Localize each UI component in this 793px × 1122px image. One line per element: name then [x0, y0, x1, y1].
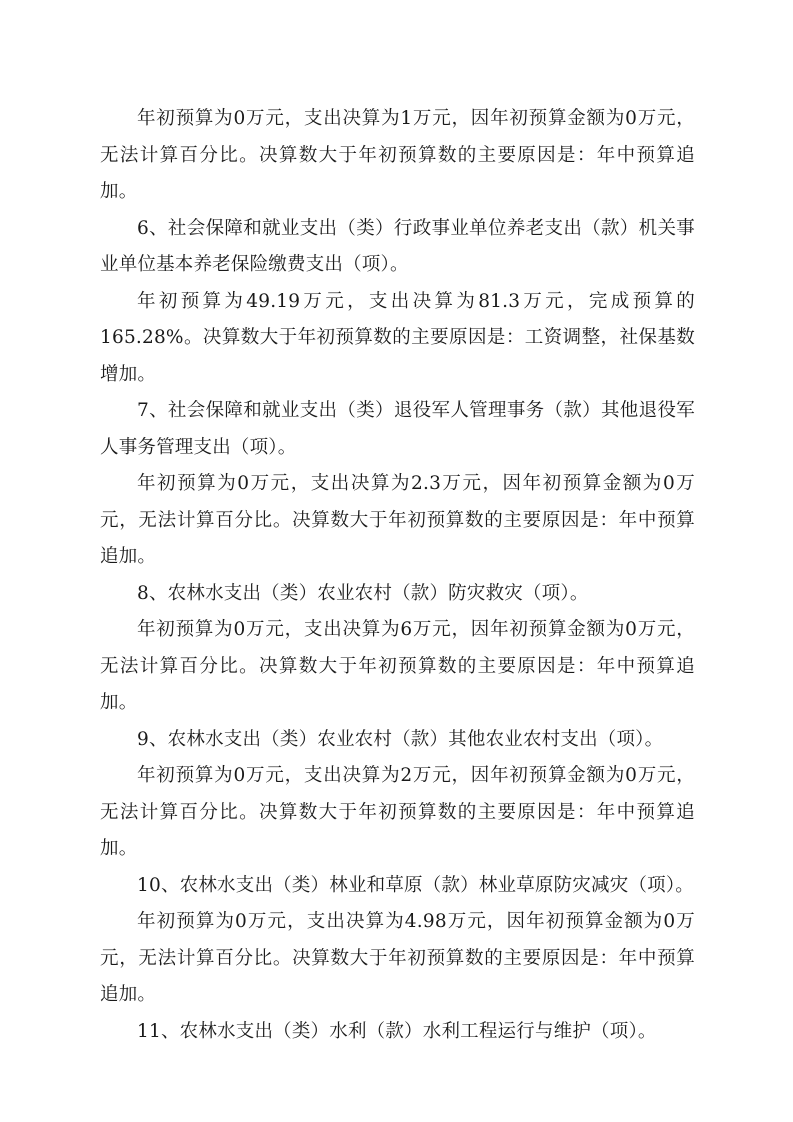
paragraph-item-10-detail: 年初预算为0万元，支出决算为4.98万元，因年初预算金额为0万元，无法计算百分比。决算数大于年初预算数的主要原因是：年中预算追加。 [100, 911, 695, 1005]
document-body [100, 101, 695, 1050]
paragraph-item-6-heading: 6、社会保障和就业支出（类）行政事业单位养老支出（款）机关事业单位基本养老保险缴费支出（项）。 [100, 217, 695, 275]
paragraph-item-9-detail: 年初预算为0万元，支出决算为2万元，因年初预算金额为0万元，无法计算百分比。决算数大于年初预算数的主要原因是：年中预算追加。 [100, 765, 695, 859]
paragraph-item-9-heading: 9、农林水支出（类）农业农村（款）其他农业农村支出（项）。 [137, 728, 664, 750]
paragraph-item-10-heading: 10、农林水支出（类）林业和草原（款）林业草原防灾减灾（项）。 [137, 874, 694, 896]
paragraph-item-8-heading: 8、农林水支出（类）农业农村（款）防灾救灾（项）。 [137, 582, 589, 604]
paragraph-item-11-heading: 11、农林水支出（类）水利（款）水利工程运行与维护（项）。 [137, 1020, 657, 1042]
paragraph-item-7-heading: 7、社会保障和就业支出（类）退役军人管理事务（款）其他退役军人事务管理支出（项）。 [100, 400, 695, 458]
paragraph-budget-note-1: 年初预算为0万元，支出决算为1万元，因年初预算金额为0万元，无法计算百分比。决算数大于年初预算数的主要原因是：年中预算追加。 [100, 108, 695, 202]
paragraph-item-6-detail: 年初预算为49.19万元，支出决算为81.3万元，完成预算的165.28%。决算数大于年初预算数的主要原因是：工资调整，社保基数增加。 [100, 290, 695, 385]
paragraph-item-7-detail: 年初预算为0万元，支出决算为2.3万元，因年初预算金额为0万元，无法计算百分比。决算数大于年初预算数的主要原因是：年中预算追加。 [100, 473, 695, 567]
paragraph-item-8-detail: 年初预算为0万元，支出决算为6万元，因年初预算金额为0万元，无法计算百分比。决算数大于年初预算数的主要原因是：年中预算追加。 [100, 619, 695, 713]
